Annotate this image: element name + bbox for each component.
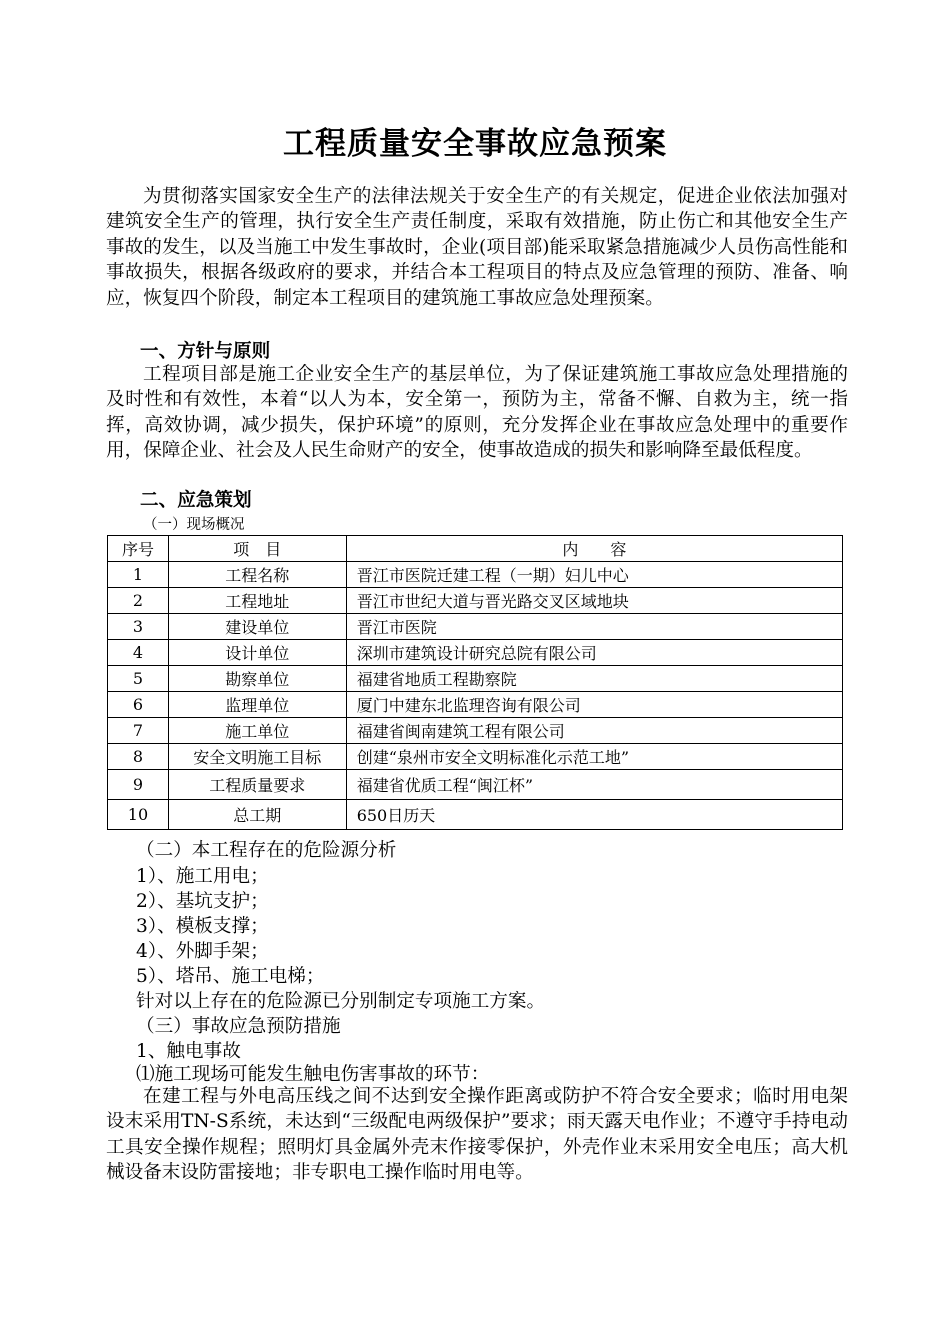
row-index: 9 [108,770,169,800]
intro-paragraph: 为贯彻落实国家安全生产的法律法规关于安全生产的有关规定，促进企业依法加强对建筑安全生产的管理，执行安全生产责任制度，采取有效措施，防止伤亡和其他安全生产事故的发生，以及当施工中发生事故时，企业(项目部)能采取紧急措施减少人员伤高性能和事故损失，根据各级政府的要求，并结合本工程项目的特点及应急管理的预防、准备、响应，恢复四个阶段，制定本工程项目的建筑施工事故应急处理预案。 [106,186,848,309]
row-index: 1 [108,562,169,588]
row-content: 晋江市医院 [346,614,842,640]
row-item: 勘察单位 [168,666,346,692]
row-item: 工程质量要求 [168,770,346,800]
hazard-analysis-subheading: （二）本工程存在的危险源分析 [136,840,397,861]
row-content: 福建省地质工程勘察院 [346,666,842,692]
header-item: 项 目 [168,536,346,562]
row-index: 8 [108,744,169,770]
row-item: 工程名称 [168,562,346,588]
row-index: 2 [108,588,169,614]
table-row [108,718,843,744]
header-index: 序号 [108,536,169,562]
row-item: 工程地址 [168,588,346,614]
table-row [108,744,843,770]
hazard-item: 2）、基坑支护； [136,891,269,912]
row-content: 厦门中建东北监理咨询有限公司 [346,692,842,718]
table-row [108,640,843,666]
section1-heading: 一、方针与原则 [140,341,271,362]
hazard-item: 5）、塔吊、施工电梯； [136,966,325,987]
row-index: 4 [108,640,169,666]
table-header-row [108,536,843,562]
row-content: 福建省闽南建筑工程有限公司 [346,718,842,744]
electric-shock-heading: 1、触电事故 [136,1041,241,1062]
row-index: 10 [108,800,169,830]
header-content: 内 容 [346,536,842,562]
row-item: 建设单位 [168,614,346,640]
section2-heading: 二、应急策划 [140,490,252,511]
table-row [108,666,843,692]
table-row [108,614,843,640]
row-item: 总工期 [168,800,346,830]
hazard-item: 1）、施工用电； [136,866,269,887]
table-row [108,562,843,588]
hazard-item: 4）、外脚手架； [136,941,269,962]
row-index: 3 [108,614,169,640]
site-overview-subheading: （一）现场概况 [143,517,245,533]
prevention-subheading: （三）事故应急预防措施 [136,1016,341,1037]
table-row [108,770,843,800]
row-item: 施工单位 [168,718,346,744]
row-content: 晋江市医院迁建工程（一期）妇儿中心 [346,562,842,588]
hazard-item: 3）、模板支撑； [136,916,269,937]
electric-shock-body: 在建工程与外电高压线之间不达到安全操作距离或防护不符合安全要求；临时用电架设末采用TN-S系统，未达到“三级配电两级保护”要求；雨天露天电作业；不遵守手持电动工具安全操作规程；照明灯具金属外壳末作接零保护，外壳作业末采用安全电压；高大机械设备末设防雷接地；非专职电工操作临时用电等。 [106,1086,848,1184]
document-title: 工程质量安全事故应急预案 [283,126,667,162]
table-row [108,800,843,830]
row-content: 深圳市建筑设计研究总院有限公司 [346,640,842,666]
row-content: 创建“泉州市安全文明标准化示范工地” [346,744,842,770]
row-content: 晋江市世纪大道与晋光路交叉区域地块 [346,588,842,614]
table-row [108,588,843,614]
row-content: 650日历天 [346,800,842,830]
row-content: 福建省优质工程“闽江杯” [346,770,842,800]
site-overview-table [107,535,843,830]
table-row [108,692,843,718]
row-index: 7 [108,718,169,744]
hazard-note: 针对以上存在的危险源已分别制定专项施工方案。 [136,991,546,1012]
electric-shock-subheading: ⑴施工现场可能发生触电伤害事故的环节： [136,1064,490,1085]
section1-body: 工程项目部是施工企业安全生产的基层单位，为了保证建筑施工事故应急处理措施的及时性和有效性，本着“以人为本，安全第一，预防为主，常备不懈、自救为主，统一指挥，高效协调，减少损失，保护环境”的原则，充分发挥企业在事故应急处理中的重要作用，保障企业、社会及人民生命财产的安全，使事故造成的损失和影响降至最低程度。 [106,364,848,462]
row-index: 5 [108,666,169,692]
row-index: 6 [108,692,169,718]
row-item: 安全文明施工目标 [168,744,346,770]
row-item: 设计单位 [168,640,346,666]
row-item: 监理单位 [168,692,346,718]
